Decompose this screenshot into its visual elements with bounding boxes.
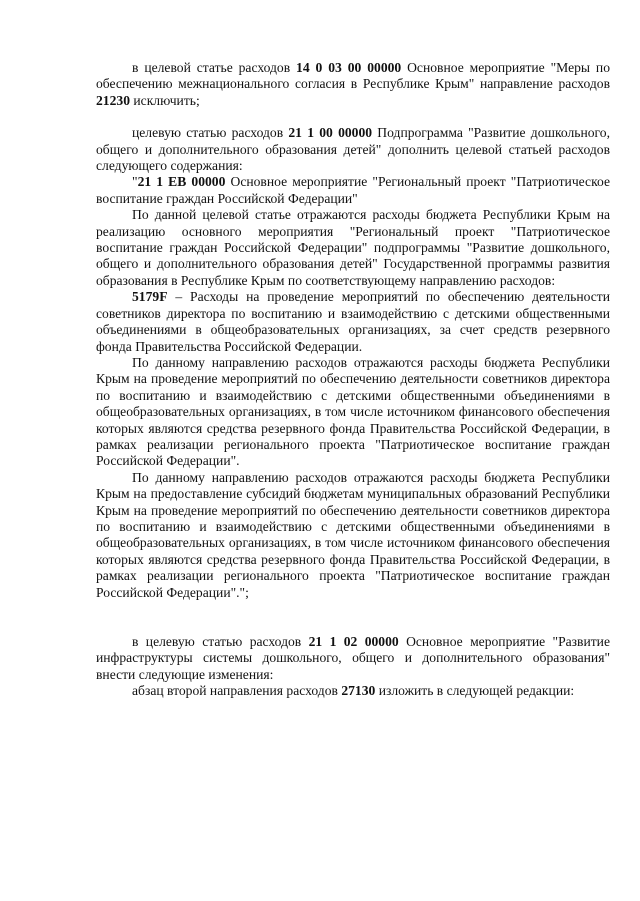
- text-run: в целевой статье расходов: [132, 60, 297, 75]
- text-run: Основное мероприятие "Меры по обеспечению межнационального согласия в Республике Крым" направление расходов: [96, 60, 611, 92]
- paragraph-9: [96, 683, 610, 699]
- text-run: Подпрограмма "Развитие дошкольного, общего и дополнительного образования детей" дополнить целевой статьей расходов следующего содержания:: [96, 125, 610, 174]
- paragraph-gap: [96, 109, 610, 125]
- text-run: изложить в следующей редакции:: [375, 683, 575, 699]
- bold-code: 21 1 02 00000: [308, 634, 399, 649]
- paragraph-3: [96, 174, 610, 207]
- bold-code: 21230: [96, 92, 130, 108]
- text-run: абзац второй направления расходов: [132, 683, 342, 699]
- bold-code: 27130: [341, 683, 376, 699]
- bold-code: 21 1 00 00000: [288, 125, 373, 141]
- paragraph-7: [96, 470, 610, 601]
- paragraph-1: [96, 60, 610, 109]
- text-run: Основное мероприятие "Развитие инфраструктуры системы дошкольного, общего и дополнительного образования" внести следующие изменения:: [96, 634, 610, 682]
- text-run: – Расходы на проведение мероприятий по обеспечению деятельности советников директора по воспитанию и взаимодействию с детскими общественными объединениями в общеобразовательных организациях, за счет средств резервного фонда Правительства Российской Федерации.: [96, 289, 610, 354]
- paragraph-4: [96, 207, 610, 289]
- document-page: [96, 60, 610, 700]
- text-run: По данной целевой статье отражаются расходы бюджета Республики Крым на реализацию основного мероприятия "Региональный проект "Патриотическое воспитание граждан Российской Федерации" подпрограммы "Развитие дошкольного, общего и дополнительного образования детей" Государственной программы развития образования в Республике Крым по соответствующему направлению расходов:: [96, 207, 610, 288]
- bold-code: 21 1 EB 00000: [137, 174, 226, 190]
- text-run: Основное мероприятие "Региональный проект "Патриотическое воспитание граждан Российской Федерации": [96, 174, 610, 206]
- paragraph-8: [96, 634, 610, 683]
- text-run: По данному направлению расходов отражаются расходы бюджета Республики Крым на проведение мероприятий по обеспечению деятельности советников директора по воспитанию и взаимодействию с детскими общественными объединениями в общеобразовательных организациях, в том числе источником финансового обеспечения которых являются средства резервного фонда Правительства Российской Федерации, в рамках реализации регионального проекта "Патриотическое воспитание граждан Российской Федерации".: [96, 354, 610, 469]
- paragraph-5: [96, 289, 610, 355]
- text-run: исключить;: [129, 92, 200, 108]
- paragraph-6: [96, 355, 610, 470]
- paragraph-2: [96, 125, 610, 174]
- text-run: целевую статью расходов: [132, 125, 289, 141]
- text-run: в целевую статью расходов: [132, 634, 309, 649]
- text-run: По данному направлению расходов отражаются расходы бюджета Республики Крым на предоставление субсидий бюджетам муниципальных образований Республики Крым на проведение мероприятий по обеспечению деятельности советников директора по воспитанию и взаимодействию с детскими общественными объединениями в общеобразовательных организациях, в том числе источником финансового обеспечения которых являются средства резервного фонда Правительства Российской Федерации, в рамках реализации регионального проекта "Патриотическое воспитание граждан Российской Федерации".";: [96, 469, 610, 600]
- paragraph-gap: [96, 601, 610, 634]
- text-run: ": [132, 174, 138, 190]
- bold-code: 14 0 03 00 00000: [296, 60, 402, 75]
- bold-code: 5179F: [132, 289, 168, 305]
